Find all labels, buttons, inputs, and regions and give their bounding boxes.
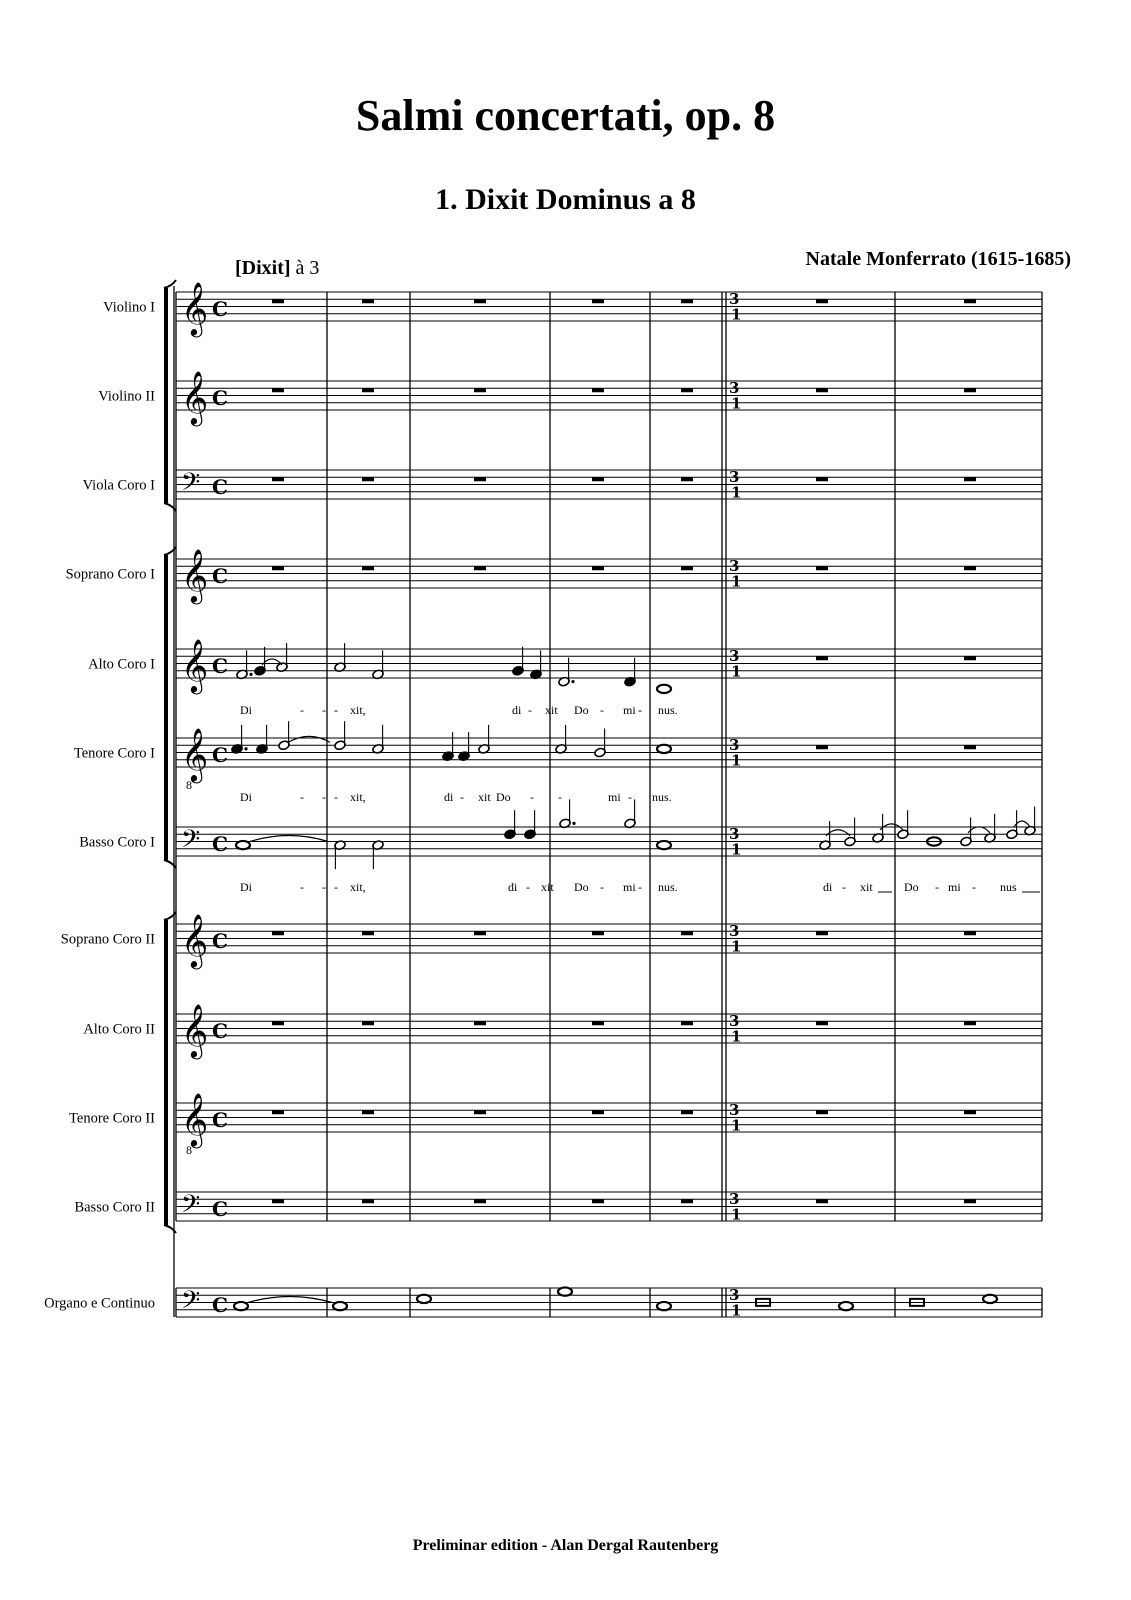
whole-note [839, 1302, 853, 1310]
whole-rest [592, 1021, 604, 1025]
staff-basso-coro-2 [74, 1190, 1042, 1225]
lyric-syllable: di [508, 880, 518, 894]
staff-violino-1 [103, 281, 1042, 337]
lyric-syllable: - [628, 790, 632, 804]
whole-rest [474, 1021, 486, 1025]
lyric-syllable: - [322, 880, 326, 894]
bass-clef-icon: 𝄢 [181, 1189, 201, 1225]
lyric-syllable: xit, [350, 880, 366, 894]
whole-rest [681, 1021, 693, 1025]
whole-rest [964, 1199, 976, 1203]
note [530, 650, 542, 679]
note-head [657, 685, 671, 693]
whole-note [417, 1295, 431, 1303]
lyric-syllable: - [300, 880, 304, 894]
whole-note [983, 1295, 997, 1303]
lyric-syllable: nus [1000, 880, 1017, 894]
whole-rest [964, 745, 976, 749]
staff-viola-coro-1 [83, 468, 1042, 503]
treble-clef-icon: 𝄞 [181, 281, 209, 335]
whole-rest [816, 656, 828, 660]
note [555, 725, 567, 754]
lyric-syllable: - [935, 880, 939, 894]
note [504, 810, 516, 839]
lyric-syllable: - [600, 703, 604, 717]
lyric-syllable: - [334, 790, 338, 804]
note-head [983, 1295, 997, 1303]
lyric-syllable: mi [623, 880, 636, 894]
augmentation-dot [244, 747, 247, 750]
whole-rest [272, 931, 284, 935]
whole-rest [362, 1110, 374, 1114]
bass-clef-icon: 𝄢 [181, 1285, 201, 1321]
tempo-marking-rest: à 3 [290, 257, 320, 279]
lyric-syllable: mi [623, 703, 636, 717]
lyric-syllable: xit, [350, 790, 366, 804]
common-time-signature: C [212, 563, 228, 588]
whole-note [333, 1302, 347, 1310]
time-signature-denominator: 1 [731, 394, 742, 413]
whole-rest [964, 299, 976, 303]
whole-rest [272, 1110, 284, 1114]
whole-rest [964, 477, 976, 481]
treble-clef-icon: 𝄞 [181, 548, 209, 602]
lyric-syllable: xit [541, 880, 554, 894]
time-signature-denominator: 1 [731, 1027, 742, 1046]
note [442, 732, 454, 761]
lyric-syllable: mi [608, 790, 621, 804]
time-signature-numerator: 3 [729, 824, 740, 843]
staff-label: Soprano Coro II [60, 931, 155, 948]
time-signature-denominator: 1 [731, 1301, 742, 1320]
lyric-syllable: di [444, 790, 454, 804]
lyric-syllable: di [512, 703, 522, 717]
note-head [333, 1302, 347, 1310]
common-time-signature: C [212, 385, 228, 410]
note [276, 643, 288, 672]
lyric-syllable: - [972, 880, 976, 894]
edition-credit: Preliminar edition - Alan Dergal Rautenberg [412, 1537, 719, 1554]
augmentation-dot [571, 680, 574, 683]
whole-rest [474, 299, 486, 303]
staff-label: Tenore Coro I [73, 745, 155, 762]
note [819, 821, 831, 850]
lyric-syllable: mi [948, 880, 961, 894]
lyric-syllable: - [528, 703, 532, 717]
whole-rest [474, 931, 486, 935]
whole-rest [474, 566, 486, 570]
staff-label: Viola Coro I [82, 477, 155, 494]
whole-rest [964, 931, 976, 935]
whole-rest [474, 388, 486, 392]
whole-note [657, 745, 671, 753]
lyric-syllable: - [842, 880, 846, 894]
note [1024, 807, 1036, 836]
treble-clef-icon: 𝄞 [181, 370, 209, 424]
lyric-syllable: Di [240, 703, 252, 717]
staff-label: Basso Coro I [79, 834, 155, 851]
lyric-syllable: nus. [652, 790, 672, 804]
note [372, 840, 384, 869]
note-head [657, 1302, 671, 1310]
staff-label: Alto Coro I [88, 656, 155, 673]
time-signature-numerator: 3 [729, 1285, 740, 1304]
note-head [417, 1295, 431, 1303]
lyric-syllable: - [300, 790, 304, 804]
staff-tenore-coro-2 [69, 1092, 1042, 1157]
time-signature-numerator: 3 [729, 646, 740, 665]
time-signature-denominator: 1 [731, 483, 742, 502]
augmentation-dot [249, 673, 252, 676]
note [624, 658, 636, 687]
whole-rest [816, 388, 828, 392]
note [558, 658, 570, 687]
whole-rest [816, 477, 828, 481]
treble-clef-icon: 𝄞 [181, 638, 209, 692]
staff-label: Soprano Coro I [65, 566, 155, 583]
score-title: Salmi concertati, op. 8 [355, 91, 776, 140]
whole-rest [964, 1021, 976, 1025]
lyric-syllable: - [334, 880, 338, 894]
whole-rest [816, 931, 828, 935]
note [512, 647, 524, 676]
composer-credit: Natale Monferrato (1615-1685) [805, 248, 1071, 270]
note-head [558, 1287, 572, 1295]
lyric-syllable: - [300, 703, 304, 717]
whole-note [236, 841, 250, 849]
lyric-syllable: di [823, 880, 833, 894]
whole-rest [362, 1021, 374, 1025]
note-head [234, 1302, 248, 1310]
common-time-signature: C [212, 1292, 228, 1317]
note [594, 729, 606, 758]
time-signature-denominator: 1 [731, 572, 742, 591]
whole-rest [816, 1199, 828, 1203]
note [960, 818, 972, 847]
note [278, 721, 290, 750]
staff-label: Organo e Continuo [44, 1295, 155, 1312]
whole-note [657, 1302, 671, 1310]
common-time-signature: C [212, 1018, 228, 1043]
time-signature-denominator: 1 [731, 751, 742, 770]
lyric-syllable: xit [545, 703, 558, 717]
time-signature-numerator: 3 [729, 1011, 740, 1030]
whole-rest [592, 1110, 604, 1114]
whole-rest [592, 299, 604, 303]
staff-label: Tenore Coro II [69, 1110, 155, 1127]
lyric-syllable: xit, [350, 703, 366, 717]
time-signature-numerator: 3 [729, 556, 740, 575]
time-signature-denominator: 1 [731, 1205, 742, 1224]
staff-violino-2 [98, 370, 1042, 426]
whole-rest [362, 1199, 374, 1203]
time-signature-numerator: 3 [729, 735, 740, 754]
common-time-signature: C [212, 742, 228, 767]
common-time-signature: C [212, 928, 228, 953]
bass-clef-icon: 𝄢 [181, 467, 201, 503]
lyric-syllable: Do [574, 880, 589, 894]
whole-rest [272, 1021, 284, 1025]
whole-rest [681, 1110, 693, 1114]
lyric-syllable: - [526, 880, 530, 894]
lyric-syllable: - [600, 880, 604, 894]
time-signature-denominator: 1 [731, 305, 742, 324]
common-time-signature: C [212, 1107, 228, 1132]
staff-label: Violino II [98, 388, 155, 405]
whole-rest [816, 1110, 828, 1114]
whole-rest [681, 931, 693, 935]
treble-clef-icon: 𝄞 [181, 727, 209, 781]
whole-rest [272, 1199, 284, 1203]
whole-rest [816, 1021, 828, 1025]
lyric-syllable: - [334, 703, 338, 717]
whole-rest [964, 388, 976, 392]
note [872, 814, 884, 843]
whole-note [657, 841, 671, 849]
whole-rest [816, 566, 828, 570]
note-head [657, 841, 671, 849]
whole-rest [592, 931, 604, 935]
whole-rest [681, 388, 693, 392]
whole-rest [474, 477, 486, 481]
bass-clef-icon: 𝄢 [181, 824, 201, 860]
time-signature-numerator: 3 [729, 378, 740, 397]
whole-rest [816, 745, 828, 749]
lyric-syllable: nus. [658, 880, 678, 894]
lyric-syllable: - [322, 790, 326, 804]
tie [288, 736, 330, 742]
staff-basso-coro-1 [79, 825, 1042, 860]
whole-rest [362, 477, 374, 481]
note [256, 725, 268, 754]
note [372, 725, 384, 754]
lyric-syllable: Di [240, 880, 252, 894]
note [1006, 810, 1018, 839]
score-subtitle: 1. Dixit Dominus a 8 [435, 183, 696, 216]
whole-rest [592, 1199, 604, 1203]
note [372, 650, 384, 679]
whole-rest [362, 299, 374, 303]
time-signature-denominator: 1 [731, 937, 742, 956]
whole-rest [681, 477, 693, 481]
lyric-syllable: Di [240, 790, 252, 804]
lyric-syllable: xit [478, 790, 491, 804]
whole-note [657, 685, 671, 693]
common-time-signature: C [212, 296, 228, 321]
whole-rest [362, 566, 374, 570]
whole-rest [362, 931, 374, 935]
lyric-syllable: - [558, 790, 562, 804]
octave-eight-mark: 8 [186, 1143, 192, 1157]
whole-rest [272, 388, 284, 392]
note [524, 810, 536, 839]
whole-rest [964, 1110, 976, 1114]
time-signature-numerator: 3 [729, 921, 740, 940]
treble-clef-icon: 𝄞 [181, 913, 209, 967]
staff-alto-coro-2 [83, 1003, 1042, 1059]
note-head [839, 1302, 853, 1310]
lyric-syllable: - [638, 703, 642, 717]
time-signature-numerator: 3 [729, 467, 740, 486]
common-time-signature: C [212, 1196, 228, 1221]
staff-label: Basso Coro II [74, 1199, 155, 1216]
whole-rest [681, 299, 693, 303]
note [458, 732, 470, 761]
time-signature-numerator: 3 [729, 1189, 740, 1208]
staff-tenore-coro-1 [74, 727, 1042, 792]
whole-rest [681, 566, 693, 570]
lyric-syllable: Do [574, 703, 589, 717]
common-time-signature: C [212, 653, 228, 678]
tie [248, 1297, 332, 1303]
lyric-syllable: - [460, 790, 464, 804]
tie [250, 836, 328, 842]
time-signature-denominator: 1 [731, 840, 742, 859]
note [334, 840, 346, 869]
tempo-marking-bracket: [Dixit] [235, 257, 291, 279]
staff-label: Violino I [103, 299, 155, 316]
lyric-syllable: Do [496, 790, 511, 804]
octave-eight-mark: 8 [186, 778, 192, 792]
lyric-syllable: xit [860, 880, 873, 894]
lyric-syllable: - [322, 703, 326, 717]
whole-rest [362, 388, 374, 392]
note-head [657, 745, 671, 753]
lyric-syllable: - [638, 880, 642, 894]
tie [968, 827, 990, 833]
staff-organo [44, 1286, 1042, 1321]
treble-clef-icon: 𝄞 [181, 1003, 209, 1057]
note [478, 725, 490, 754]
time-signature-numerator: 3 [729, 1100, 740, 1119]
common-time-signature: C [212, 831, 228, 856]
lyric-syllable: - [530, 790, 534, 804]
note [897, 810, 909, 839]
whole-rest [272, 566, 284, 570]
note-head [236, 841, 250, 849]
whole-rest [592, 388, 604, 392]
lyric-syllable: Do [904, 880, 919, 894]
staff-label: Alto Coro II [83, 1021, 155, 1038]
note [254, 647, 266, 676]
time-signature-numerator: 3 [729, 289, 740, 308]
note [236, 650, 248, 679]
whole-rest [474, 1110, 486, 1114]
time-signature-denominator: 1 [731, 662, 742, 681]
whole-rest [592, 477, 604, 481]
whole-rest [964, 566, 976, 570]
whole-rest [964, 656, 976, 660]
whole-rest [272, 299, 284, 303]
whole-note [558, 1287, 572, 1295]
augmentation-dot [572, 822, 575, 825]
whole-rest [681, 1199, 693, 1203]
whole-note [234, 1302, 248, 1310]
treble-clef-icon: 𝄞 [181, 1092, 209, 1146]
whole-rest [816, 299, 828, 303]
whole-rest [272, 477, 284, 481]
note [334, 721, 346, 750]
note [334, 643, 346, 672]
common-time-signature: C [212, 474, 228, 499]
whole-rest [592, 566, 604, 570]
lyric-syllable: nus. [658, 703, 678, 717]
whole-rest [474, 1199, 486, 1203]
note [231, 725, 243, 754]
time-signature-denominator: 1 [731, 1116, 742, 1135]
